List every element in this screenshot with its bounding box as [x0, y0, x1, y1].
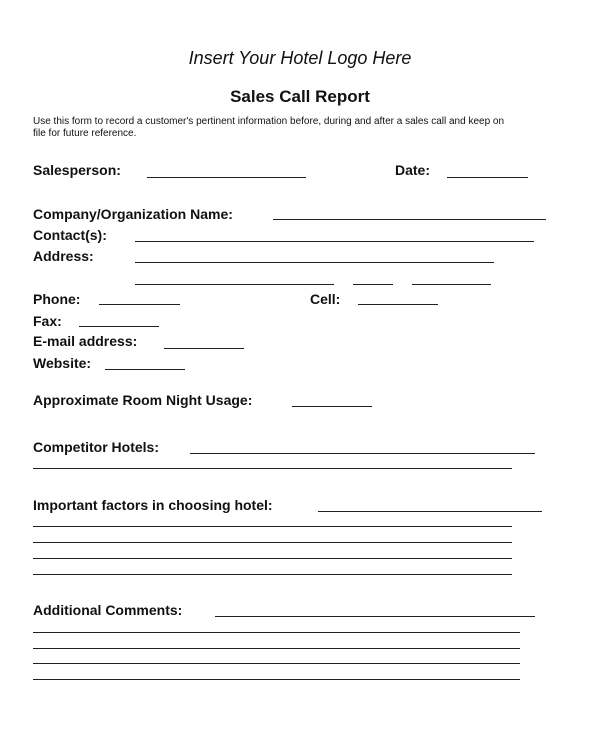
- room-night-usage-field[interactable]: [292, 406, 372, 407]
- salesperson-field[interactable]: [147, 177, 306, 178]
- page-title: Sales Call Report: [230, 87, 370, 106]
- address-street-field[interactable]: [135, 284, 334, 285]
- company-field[interactable]: [273, 219, 546, 220]
- competitor-hotels-label: Competitor Hotels:: [33, 439, 159, 455]
- additional-comments-field-1[interactable]: [215, 616, 535, 617]
- date-field[interactable]: [447, 177, 528, 178]
- additional-comments-field-4[interactable]: [33, 663, 520, 664]
- important-factors-field-2[interactable]: [33, 526, 512, 527]
- fax-field[interactable]: [79, 326, 159, 327]
- address-state-field[interactable]: [353, 284, 393, 285]
- phone-label: Phone:: [33, 291, 81, 307]
- address-field-line-1[interactable]: [135, 262, 494, 263]
- cell-field[interactable]: [358, 304, 438, 305]
- additional-comments-label: Additional Comments:: [33, 602, 183, 618]
- additional-comments-field-2[interactable]: [33, 632, 520, 633]
- important-factors-field-4[interactable]: [33, 558, 512, 559]
- instructions: [33, 116, 578, 140]
- email-field[interactable]: [164, 348, 244, 349]
- email-label: E-mail address:: [33, 333, 138, 349]
- competitor-hotels-field-1[interactable]: [190, 453, 535, 454]
- website-label: Website:: [33, 355, 92, 371]
- additional-comments-field-5[interactable]: [33, 679, 520, 680]
- instructions-line-2: file for future reference.: [33, 128, 137, 139]
- room-night-usage-label: Approximate Room Night Usage:: [33, 392, 253, 408]
- phone-field[interactable]: [99, 304, 180, 305]
- website-field[interactable]: [105, 369, 185, 370]
- contacts-field[interactable]: [135, 241, 534, 242]
- important-factors-label: Important factors in choosing hotel:: [33, 497, 273, 513]
- cell-label: Cell:: [310, 291, 341, 307]
- address-label: Address:: [33, 248, 94, 264]
- additional-comments-field-3[interactable]: [33, 648, 520, 649]
- salesperson-label: Salesperson:: [33, 162, 121, 178]
- competitor-hotels-field-2[interactable]: [33, 468, 512, 469]
- important-factors-field-3[interactable]: [33, 542, 512, 543]
- important-factors-field-5[interactable]: [33, 574, 512, 575]
- company-label: Company/Organization Name:: [33, 206, 233, 222]
- fax-label: Fax:: [33, 313, 62, 329]
- important-factors-field-1[interactable]: [318, 511, 542, 512]
- contacts-label: Contact(s):: [33, 227, 107, 243]
- date-label: Date:: [395, 162, 431, 178]
- hotel-logo-placeholder: Insert Your Hotel Logo Here: [188, 48, 412, 68]
- instructions-line-1: Use this form to record a customer's pertinent information before, during and after a sales call and keep on: [33, 116, 505, 127]
- address-zip-field[interactable]: [412, 284, 491, 285]
